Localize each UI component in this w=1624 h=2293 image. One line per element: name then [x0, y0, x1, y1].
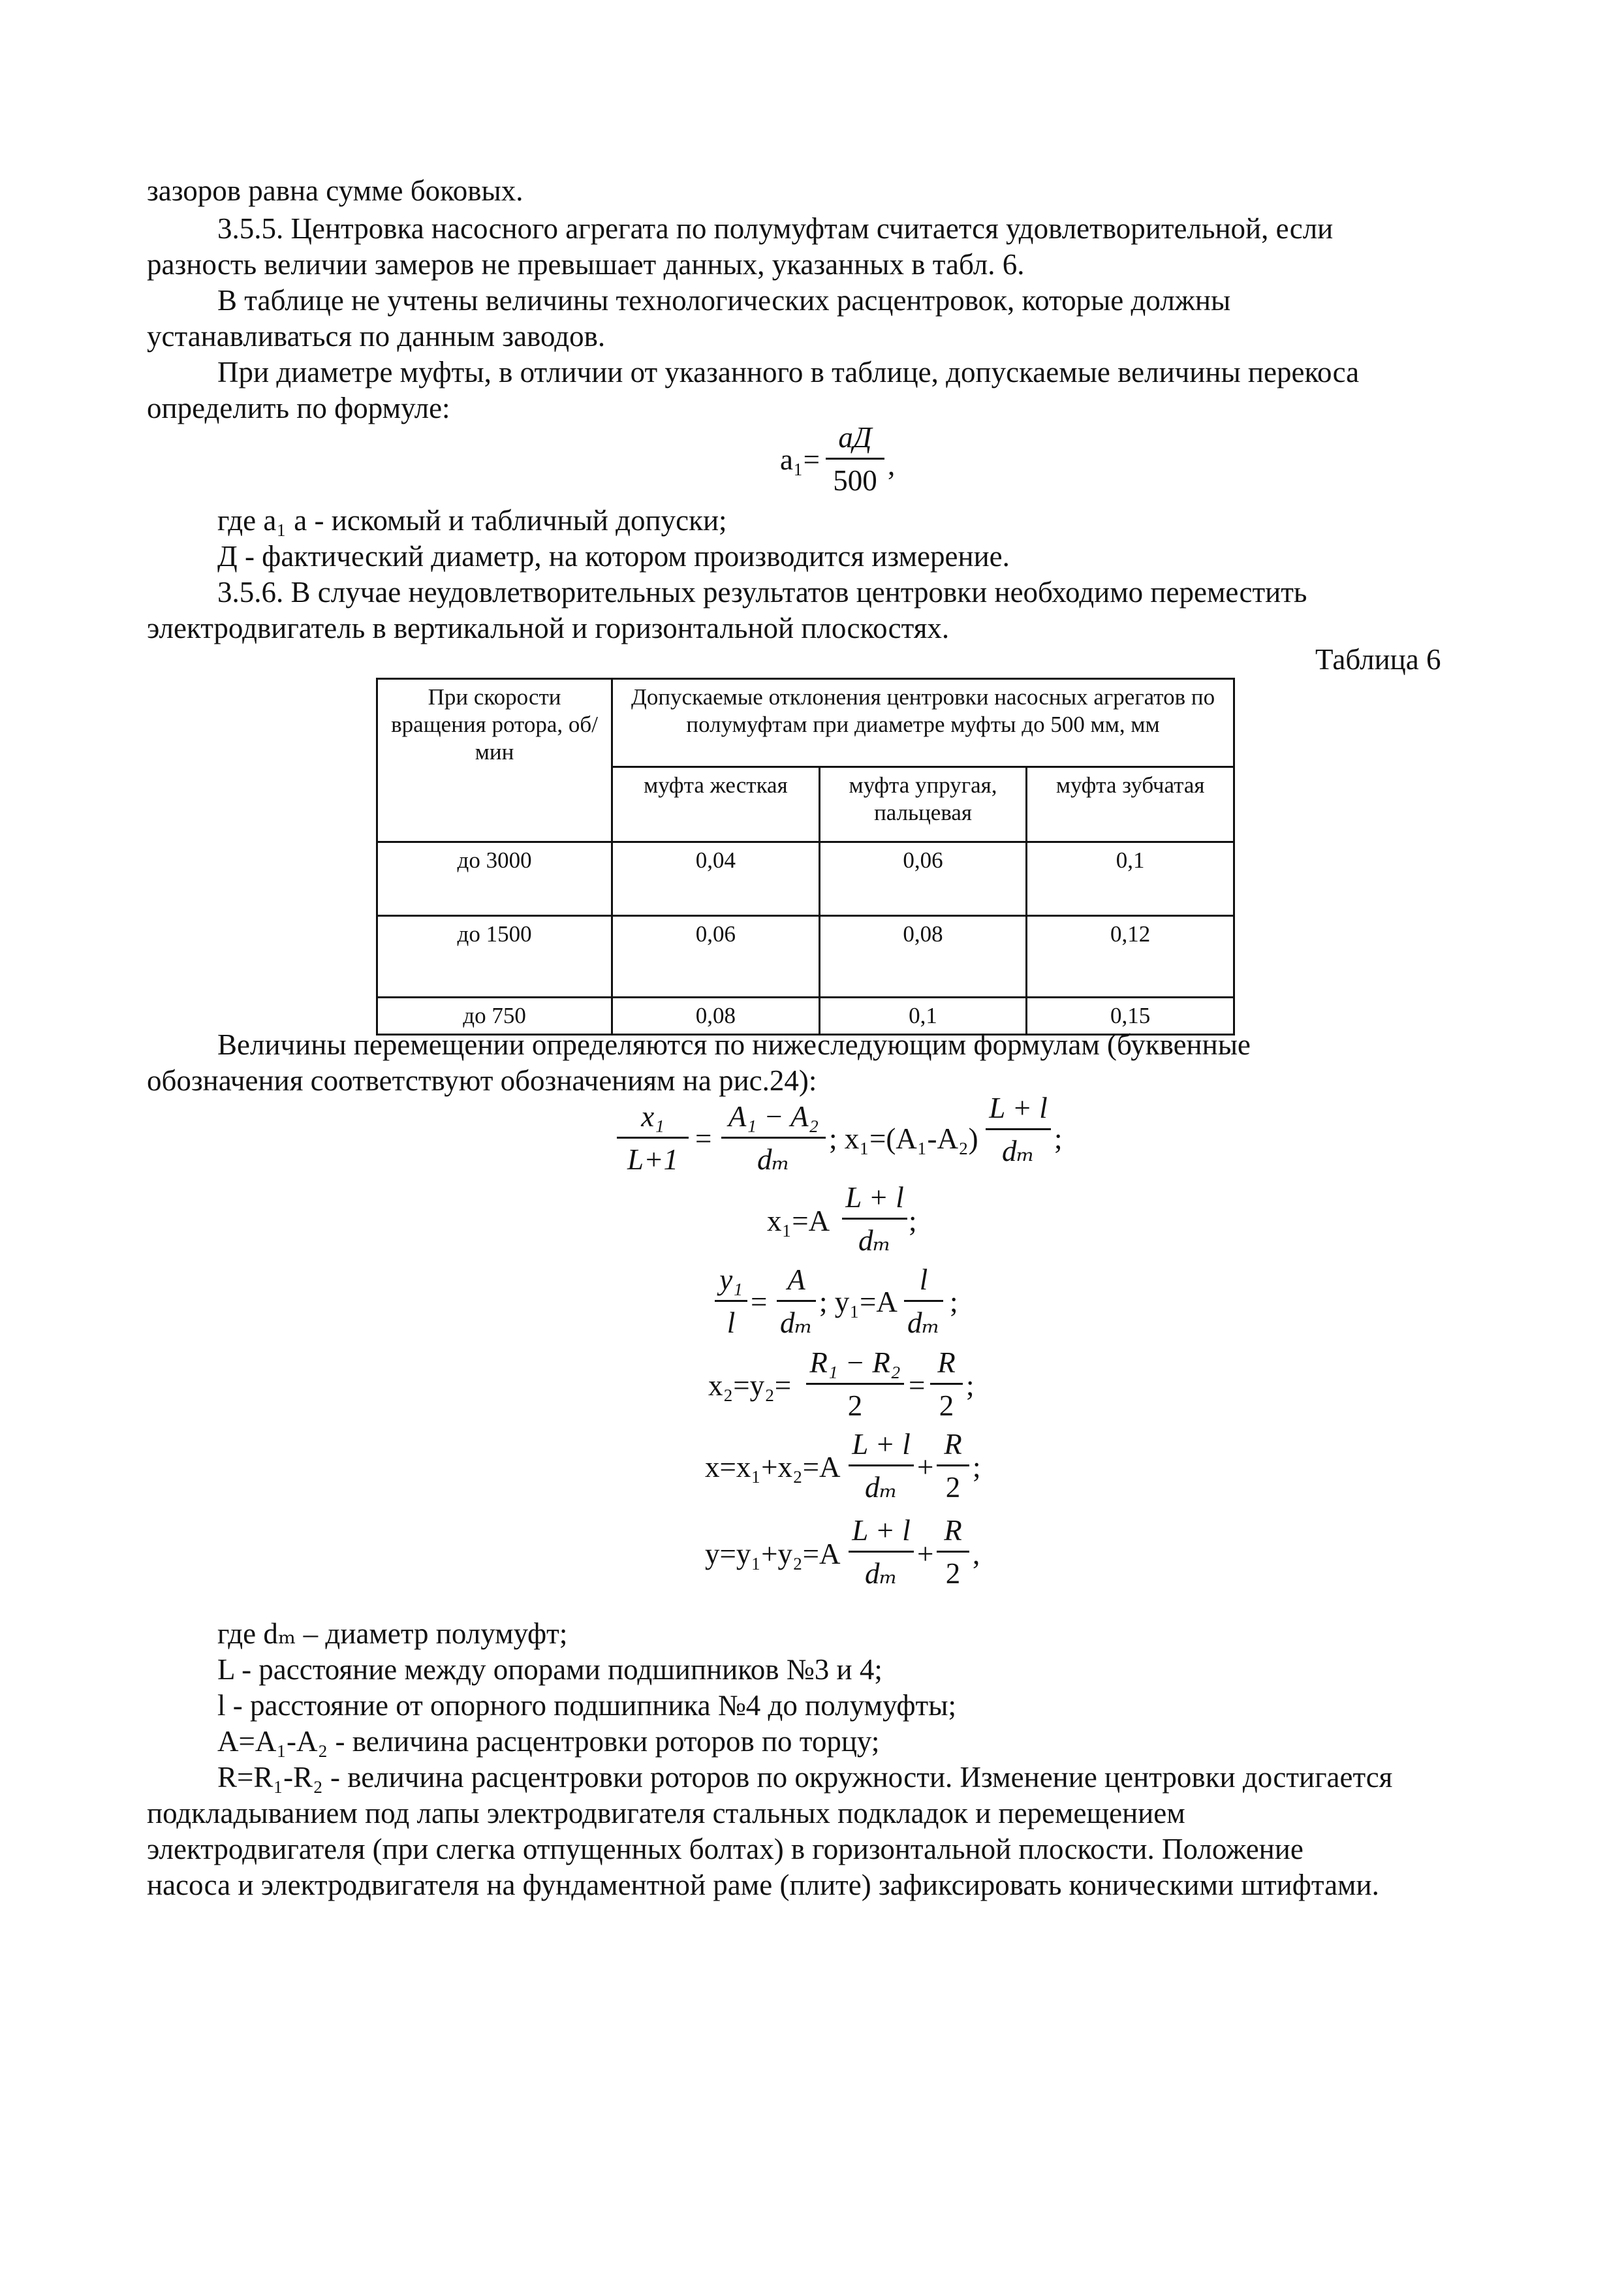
paragraph-line: Д - фактический диаметр, на котором производится измерение. [217, 540, 1010, 573]
formula-fraction [849, 1516, 914, 1589]
formula-equals: = [751, 1286, 768, 1318]
column-header: муфта упругая, пальцевая [819, 767, 1027, 842]
formula-text: ; x₁=(A₁-A₂) [829, 1122, 978, 1155]
paragraph-line: A=A₁-A₂ - величина расцентровки роторов по торцу; [217, 1725, 880, 1758]
fraction-bar [930, 1383, 963, 1385]
table-cell: 0,12 [1027, 916, 1234, 998]
formula-equals: = [695, 1122, 712, 1155]
paragraph-line: 3.5.6. В случае неудовлетворительных результатов центровки необходимо переместить [217, 576, 1307, 609]
fraction-bar [715, 1300, 747, 1302]
fraction-bar [826, 458, 884, 460]
formula-denominator: 2 [945, 1557, 961, 1590]
formula-denominator: dₘ [1001, 1135, 1035, 1167]
formula-numerator: L + l [852, 1428, 911, 1461]
formula-numerator: L + l [845, 1181, 904, 1214]
table-header-row [377, 679, 1234, 767]
paragraph-line: определить по формуле: [147, 392, 450, 424]
formula-denominator: dₘ [864, 1557, 898, 1590]
formula-numerator: aД [838, 421, 872, 454]
fraction-bar [806, 1383, 904, 1385]
formula-fraction [849, 1430, 914, 1502]
fraction-bar [721, 1137, 826, 1139]
paragraph-line: Величины перемещении определяются по нижеследующим формулам (буквенные [217, 1028, 1251, 1061]
header-deviation-group: Допускаемые отклонения центровки насосных агрегатов по полумуфтам при диаметре муфты до 500 мм, мм [612, 679, 1234, 767]
formula-punct: ; [966, 1369, 975, 1402]
paragraph-line: L - расстояние между опорами подшипников №3 и 4; [217, 1653, 882, 1686]
formula-denominator: dₘ [864, 1471, 898, 1504]
paragraph-line: где dₘ – диаметр полумуфт; [217, 1617, 568, 1650]
formula-denominator: l [726, 1306, 736, 1339]
formula-fraction [806, 1348, 904, 1421]
formula-fraction [777, 1265, 816, 1338]
fraction-bar [842, 1218, 907, 1220]
paragraph-line: электродвигатель в вертикальной и горизонтальной плоскостях. [147, 612, 950, 644]
formula-fraction [617, 1102, 689, 1175]
formula-a1-fraction [826, 423, 884, 496]
fraction-bar [986, 1128, 1051, 1130]
formula-fraction [937, 1430, 969, 1502]
table-row [377, 842, 1234, 916]
formula-numerator: x₁ [641, 1100, 664, 1133]
fraction-bar [904, 1300, 943, 1302]
table-cell: 0,15 [1027, 998, 1234, 1035]
paragraph-line: При диаметре муфты, в отличии от указанного в таблице, допускаемые величины перекоса [217, 356, 1360, 388]
formula-numerator: A [787, 1263, 805, 1296]
formula-denominator: 500 [833, 464, 877, 497]
formula-fraction [721, 1102, 826, 1175]
paragraph-line: зазоров равна сумме боковых. [147, 174, 523, 207]
formula-fraction [715, 1265, 747, 1338]
formula-punct: , [973, 1538, 980, 1570]
table-cell: 0,08 [819, 916, 1027, 998]
formula-numerator: y₁ [719, 1263, 743, 1296]
paragraph-line: устанавливаться по данным заводов. [147, 320, 606, 353]
formula-denominator: 2 [945, 1471, 961, 1504]
formula-text: x₁=A [767, 1205, 830, 1237]
table-row [377, 916, 1234, 998]
formula-fraction [937, 1516, 969, 1589]
table-cell: 0,04 [612, 842, 820, 916]
formula-denominator: 2 [847, 1389, 863, 1422]
formula-denominator: dₘ [858, 1224, 892, 1257]
formula-denominator: dₘ [757, 1143, 790, 1176]
fraction-bar [849, 1464, 914, 1466]
header-speed: При скорости вращения ротора, об/мин [377, 679, 612, 842]
paragraph-line: l - расстояние от опорного подшипника №4 до полумуфты; [217, 1689, 956, 1722]
paragraph-line: В таблице не учтены величины технологических расцентровок, которые должны [217, 284, 1231, 317]
paragraph-line: R=R₁-R₂ - величина расцентровки роторов по окружности. Изменение центровки достигается [217, 1761, 1393, 1794]
paragraph-line: подкладыванием под лапы электродвигателя стальных подкладок и перемещением [147, 1797, 1185, 1829]
formula-equals: = [909, 1369, 926, 1402]
fraction-bar [849, 1551, 914, 1553]
formula-text: x=x₁+x₂=A [705, 1451, 841, 1483]
table-cell-speed: до 3000 [377, 842, 612, 916]
table-cell: 0,08 [612, 998, 820, 1035]
column-header: муфта жесткая [612, 767, 820, 842]
formula-numerator: A₁ − A₂ [728, 1100, 819, 1133]
formula-denominator: L+1 [627, 1143, 678, 1176]
formula-a1-lhs: a₁= [780, 443, 820, 476]
formula-numerator: L + l [852, 1514, 911, 1547]
formula-numerator: R [944, 1514, 962, 1547]
paragraph-line: обозначения соответствуют обозначениям на рис.24): [147, 1064, 817, 1097]
table-cell-speed: до 750 [377, 998, 612, 1035]
formula-denominator: dₘ [779, 1306, 813, 1339]
fraction-bar [777, 1300, 816, 1302]
table-cell: 0,1 [819, 998, 1027, 1035]
formula-fraction [930, 1348, 963, 1421]
formula-plus: + [917, 1538, 934, 1570]
formula-text: x₂=y₂= [708, 1369, 792, 1402]
paragraph-line: разность величии замеров не превышает данных, указанных в табл. 6. [147, 248, 1025, 281]
formula-punct: ; [909, 1205, 917, 1237]
formula-numerator: l [919, 1263, 928, 1296]
formula-punct: ; [1054, 1122, 1063, 1155]
formula-denominator: dₘ [907, 1306, 941, 1339]
formula-numerator: R₁ − R₂ [809, 1346, 901, 1379]
formula-fraction [986, 1094, 1051, 1166]
table-cell: 0,1 [1027, 842, 1234, 916]
table-cell: 0,06 [819, 842, 1027, 916]
fraction-bar [937, 1464, 969, 1466]
fraction-bar [617, 1137, 689, 1139]
formula-fraction [904, 1265, 943, 1338]
formula-numerator: R [944, 1428, 962, 1461]
table-cell: 0,06 [612, 916, 820, 998]
paragraph-line: 3.5.5. Центровка насосного агрегата по полумуфтам считается удовлетворительной, если [217, 212, 1334, 245]
formula-text: y=y₁+y₂=A [705, 1538, 841, 1570]
formula-numerator: R [937, 1346, 956, 1379]
column-header: муфта зубчатая [1027, 767, 1234, 842]
formula-fraction [842, 1183, 907, 1256]
formula-text: ; y₁=A [819, 1286, 898, 1318]
table-cell-speed: до 1500 [377, 916, 612, 998]
formula-punct: , [888, 449, 896, 481]
paragraph-line: где a₁ a - искомый и табличный допуски; [217, 504, 727, 537]
tolerance-table [376, 678, 1235, 1036]
formula-denominator: 2 [939, 1389, 954, 1422]
paragraph-line: электродвигателя (при слегка отпущенных болтах) в горизонтальной плоскости. Положение [147, 1833, 1304, 1865]
formula-punct: ; [973, 1451, 981, 1483]
formula-plus: + [917, 1451, 934, 1483]
formula-numerator: L + l [989, 1092, 1048, 1124]
paragraph-line: насоса и электродвигателя на фундаментной раме (плите) зафиксировать коническими штифтами. [147, 1869, 1379, 1901]
table-caption: Таблица 6 [1315, 643, 1441, 676]
formula-punct: ; [950, 1286, 958, 1318]
fraction-bar [937, 1551, 969, 1553]
